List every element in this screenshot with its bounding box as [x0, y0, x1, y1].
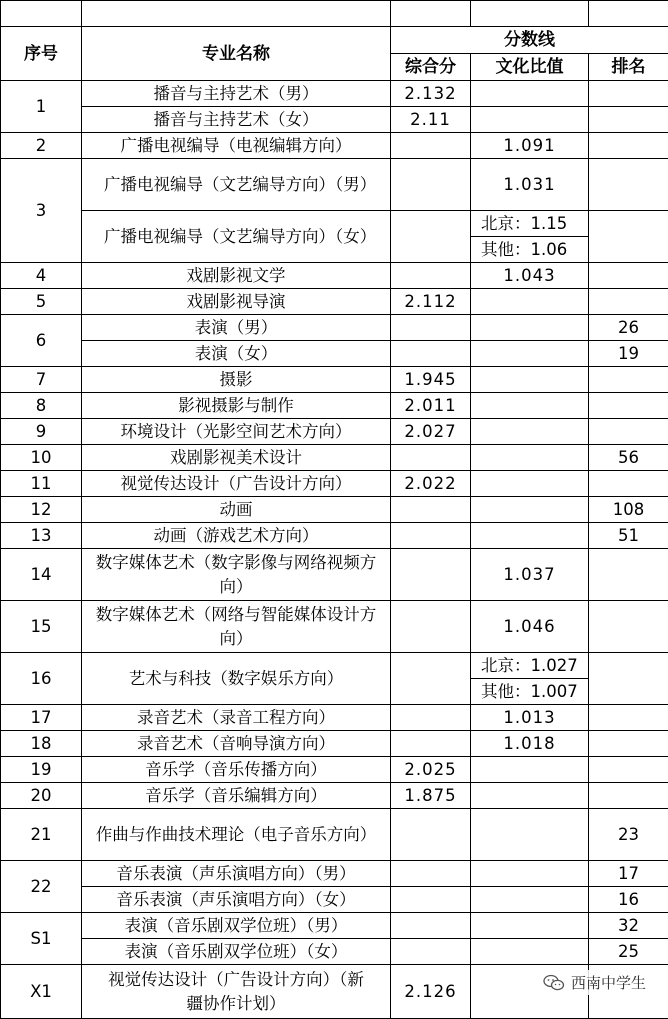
culture-cell: 1.046	[471, 601, 589, 653]
rank-cell: 23	[589, 809, 668, 861]
culture-cell	[471, 445, 589, 471]
rank-cell	[589, 133, 668, 159]
major-cell: 播音与主持艺术（男）	[82, 81, 391, 107]
major-cell: 表演（女）	[82, 341, 391, 367]
rank-cell	[589, 211, 668, 263]
culture-cell	[471, 887, 589, 913]
seq-cell: 13	[1, 523, 82, 549]
major-cell: 戏剧影视文学	[82, 263, 391, 289]
table-row	[1, 393, 668, 419]
wechat-icon	[543, 974, 565, 992]
culture-cell	[471, 783, 589, 809]
culture-cell	[471, 341, 589, 367]
major-cell: 表演（男）	[82, 315, 391, 341]
rank-cell: 16	[589, 887, 668, 913]
culture-cell	[471, 757, 589, 783]
seq-cell: 15	[1, 601, 82, 653]
rank-cell	[589, 367, 668, 393]
major-cell: 音乐表演（声乐演唱方向）（女）	[82, 887, 391, 913]
table-row	[1, 107, 668, 133]
seq-cell: 4	[1, 263, 82, 289]
culture-cell	[471, 419, 589, 445]
major-cell: 数字媒体艺术（数字影像与网络视频方向）	[82, 549, 391, 601]
seq-cell: 2	[1, 133, 82, 159]
major-cell: 环境设计（光影空间艺术方向）	[82, 419, 391, 445]
culture-cell: 1.037	[471, 549, 589, 601]
composite-cell	[391, 315, 471, 341]
culture-cell: 1.043	[471, 263, 589, 289]
major-cell: 数字媒体艺术（网络与智能媒体设计方向）	[82, 601, 391, 653]
rank-cell: 108	[589, 497, 668, 523]
major-cell: 视觉传达设计（广告设计方向）（新疆协作计划）	[82, 965, 391, 1019]
major-cell: 表演（音乐剧双学位班）（男）	[82, 913, 391, 939]
composite-cell: 2.011	[391, 393, 471, 419]
culture-cell	[471, 809, 589, 861]
major-cell: 戏剧影视导演	[82, 289, 391, 315]
culture-cell: 1.091	[471, 133, 589, 159]
seq-cell: 16	[1, 653, 82, 705]
seq-cell: 12	[1, 497, 82, 523]
composite-cell	[391, 861, 471, 887]
culture-cell: 1.031	[471, 159, 589, 211]
header-score-line: 分数线	[391, 27, 668, 54]
culture-cell: 1.013	[471, 705, 589, 731]
composite-cell	[391, 133, 471, 159]
culture-other-cell: 其他：1.007	[471, 679, 589, 705]
composite-cell	[391, 523, 471, 549]
major-cell: 动画（游戏艺术方向）	[82, 523, 391, 549]
culture-cell	[471, 523, 589, 549]
culture-cell	[471, 367, 589, 393]
header-row	[1, 27, 668, 54]
culture-cell	[471, 861, 589, 887]
seq-cell: X1	[1, 965, 82, 1019]
seq-cell: 22	[1, 861, 82, 913]
watermark	[539, 970, 650, 995]
major-cell: 音乐学（音乐传播方向）	[82, 757, 391, 783]
culture-cell	[471, 913, 589, 939]
culture-cell	[471, 471, 589, 497]
rank-cell	[589, 653, 668, 705]
major-cell: 艺术与科技（数字娱乐方向）	[82, 653, 391, 705]
composite-cell	[391, 549, 471, 601]
blank-top-row	[1, 1, 668, 27]
composite-cell: 1.875	[391, 783, 471, 809]
major-cell: 录音艺术（录音工程方向）	[82, 705, 391, 731]
major-cell: 广播电视编导（文艺编导方向）（男）	[82, 159, 391, 211]
table-row	[1, 159, 668, 211]
rank-cell	[589, 159, 668, 211]
composite-cell: 2.126	[391, 965, 471, 1019]
culture-cell	[471, 315, 589, 341]
major-cell: 摄影	[82, 367, 391, 393]
seq-cell: 6	[1, 315, 82, 367]
major-cell: 动画	[82, 497, 391, 523]
table-row	[1, 315, 668, 341]
rank-cell	[589, 731, 668, 757]
major-cell: 戏剧影视美术设计	[82, 445, 391, 471]
header-major: 专业名称	[82, 27, 391, 81]
rank-cell	[589, 471, 668, 497]
seq-cell: 10	[1, 445, 82, 471]
major-cell: 录音艺术（音响导演方向）	[82, 731, 391, 757]
rank-cell	[589, 81, 668, 107]
composite-cell: 2.022	[391, 471, 471, 497]
table-row	[1, 81, 668, 107]
rank-cell: 32	[589, 913, 668, 939]
seq-cell: S1	[1, 913, 82, 965]
header-culture-ratio: 文化比值	[471, 54, 589, 81]
table-row	[1, 471, 668, 497]
rank-cell	[589, 601, 668, 653]
rank-cell	[589, 705, 668, 731]
rank-cell: 26	[589, 315, 668, 341]
composite-cell	[391, 263, 471, 289]
rank-cell	[589, 107, 668, 133]
seq-cell: 17	[1, 705, 82, 731]
table-row	[1, 263, 668, 289]
rank-cell	[589, 419, 668, 445]
rank-cell	[589, 783, 668, 809]
composite-cell	[391, 809, 471, 861]
major-cell: 广播电视编导（文艺编导方向）（女）	[82, 211, 391, 263]
composite-cell: 2.112	[391, 289, 471, 315]
table-row	[1, 783, 668, 809]
table-row	[1, 913, 668, 939]
table-row	[1, 809, 668, 861]
composite-cell	[391, 211, 471, 263]
table-row	[1, 731, 668, 757]
table-row	[1, 341, 668, 367]
major-cell: 作曲与作曲技术理论（电子音乐方向）	[82, 809, 391, 861]
table-row	[1, 653, 668, 679]
rank-cell	[589, 289, 668, 315]
seq-cell: 1	[1, 81, 82, 133]
culture-cell: 1.018	[471, 731, 589, 757]
composite-cell	[391, 341, 471, 367]
rank-cell	[589, 757, 668, 783]
culture-cell	[471, 81, 589, 107]
culture-beijing-cell: 北京：1.15	[471, 211, 589, 237]
composite-cell: 2.11	[391, 107, 471, 133]
table-row	[1, 601, 668, 653]
culture-cell	[471, 107, 589, 133]
culture-cell	[471, 497, 589, 523]
seq-cell: 11	[1, 471, 82, 497]
rank-cell: 51	[589, 523, 668, 549]
seq-cell: 8	[1, 393, 82, 419]
table-row	[1, 497, 668, 523]
composite-cell	[391, 159, 471, 211]
table-row	[1, 861, 668, 887]
seq-cell: 14	[1, 549, 82, 601]
culture-cell	[471, 393, 589, 419]
major-cell: 音乐学（音乐编辑方向）	[82, 783, 391, 809]
composite-cell	[391, 705, 471, 731]
header-rank: 排名	[589, 54, 668, 81]
major-cell: 表演（音乐剧双学位班）（女）	[82, 939, 391, 965]
seq-cell: 21	[1, 809, 82, 861]
composite-cell: 2.025	[391, 757, 471, 783]
watermark-text: 西南中学生	[571, 972, 646, 993]
composite-cell	[391, 601, 471, 653]
composite-cell	[391, 497, 471, 523]
seq-cell: 20	[1, 783, 82, 809]
culture-cell	[471, 939, 589, 965]
seq-cell: 19	[1, 757, 82, 783]
major-cell: 视觉传达设计（广告设计方向）	[82, 471, 391, 497]
composite-cell	[391, 731, 471, 757]
table-row	[1, 211, 668, 237]
rank-cell	[589, 263, 668, 289]
table-row	[1, 705, 668, 731]
rank-cell: 56	[589, 445, 668, 471]
seq-cell: 5	[1, 289, 82, 315]
rank-cell	[589, 549, 668, 601]
seq-cell: 18	[1, 731, 82, 757]
table-row	[1, 445, 668, 471]
rank-cell: 17	[589, 861, 668, 887]
culture-beijing-cell: 北京：1.027	[471, 653, 589, 679]
composite-cell: 2.027	[391, 419, 471, 445]
rank-cell	[589, 393, 668, 419]
seq-cell: 7	[1, 367, 82, 393]
composite-cell	[391, 939, 471, 965]
major-cell: 广播电视编导（电视编辑方向）	[82, 133, 391, 159]
table-row	[1, 939, 668, 965]
composite-cell: 1.945	[391, 367, 471, 393]
table-row	[1, 419, 668, 445]
composite-cell	[391, 887, 471, 913]
table-row	[1, 887, 668, 913]
rank-cell: 25	[589, 939, 668, 965]
rank-cell: 19	[589, 341, 668, 367]
composite-cell: 2.132	[391, 81, 471, 107]
seq-cell: 9	[1, 419, 82, 445]
composite-cell	[391, 913, 471, 939]
composite-cell	[391, 653, 471, 705]
table-row	[1, 367, 668, 393]
table-row	[1, 289, 668, 315]
seq-cell: 3	[1, 159, 82, 263]
culture-cell	[471, 289, 589, 315]
table-row	[1, 757, 668, 783]
header-seq: 序号	[1, 27, 82, 81]
culture-other-cell: 其他：1.06	[471, 237, 589, 263]
header-composite: 综合分	[391, 54, 471, 81]
major-cell: 播音与主持艺术（女）	[82, 107, 391, 133]
table-row	[1, 133, 668, 159]
major-cell: 音乐表演（声乐演唱方向）（男）	[82, 861, 391, 887]
composite-cell	[391, 445, 471, 471]
major-cell: 影视摄影与制作	[82, 393, 391, 419]
table-row	[1, 549, 668, 601]
table-row	[1, 523, 668, 549]
